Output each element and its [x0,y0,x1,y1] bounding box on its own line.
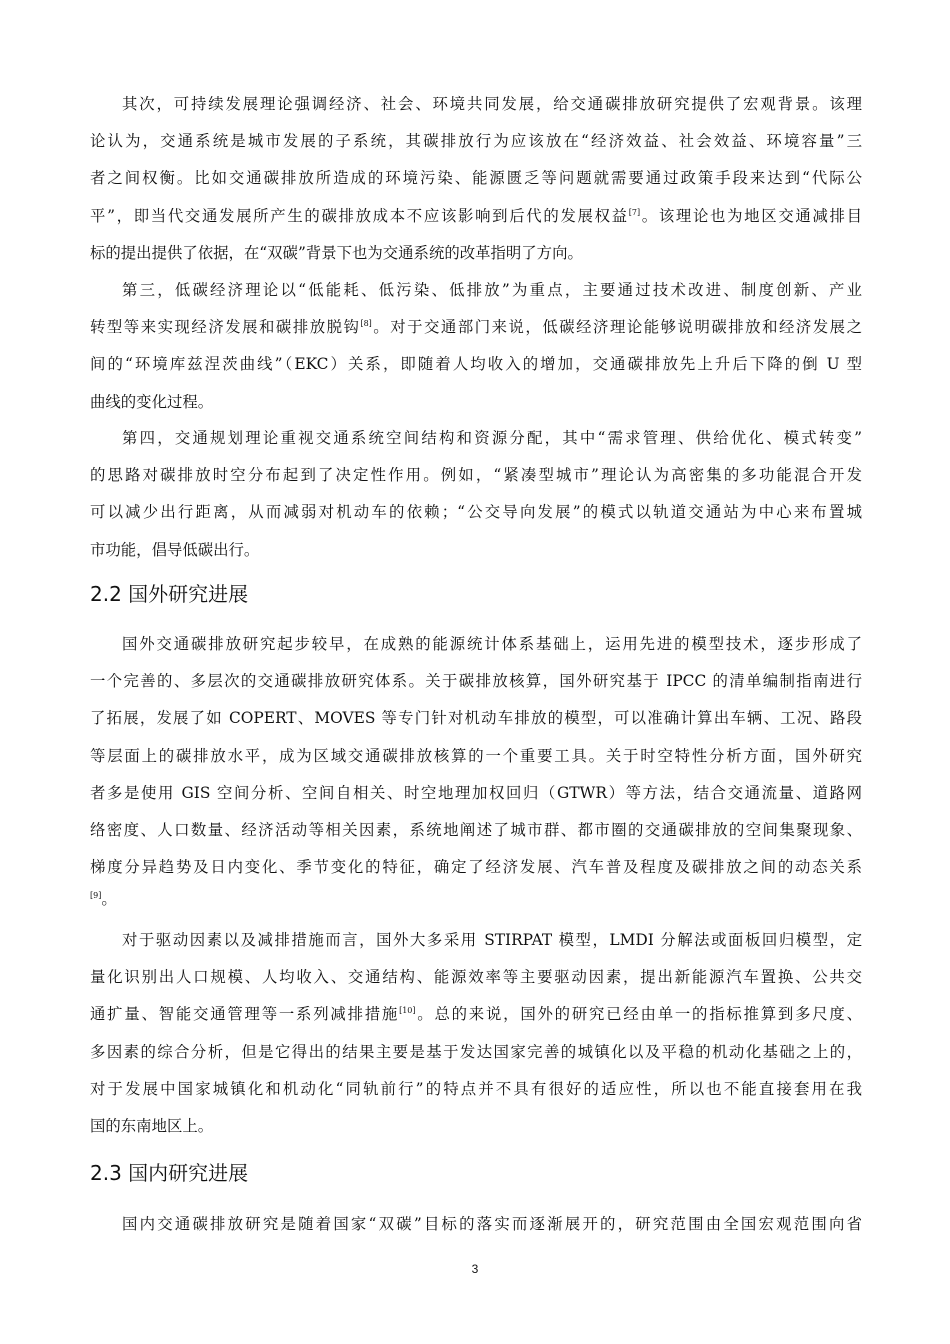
text-line: 梯度分异趋势及日内变化、季节变化的特征，确定了经济发展、汽车普及程度及碳排放之间的动态关系 [90,858,862,877]
citation-ref: [8] [360,319,372,329]
text-segment: 转型等来实现经济发展和碳排放脱钩 [90,318,361,337]
text-line: 国内交通碳排放研究是随着国家“双碳”目标的落实而逐渐展开的，研究范围由全国宏观范围向省 [122,1215,862,1233]
paragraph-drivers-and-measures [90,922,862,1145]
text-line: 了拓展，发展了如 COPERT、MOVES 等专门针对机动车排放的模型，可以准确计算出车辆、工况、路段 [90,709,862,728]
text-segment: 通扩量、智能交通管理等一系列减排措施 [90,1005,400,1024]
citation-ref: [9] [90,891,102,901]
paragraph-low-carbon-economy [90,272,862,421]
text-line [90,996,862,1033]
text-segment: 。 [101,890,117,909]
text-line: 市功能，倡导低碳出行。 [90,540,260,559]
text-line: 多因素的综合分析，但是它得出的结果主要是基于发达国家完善的城镇化以及平稳的机动化基础之上的， [90,1042,862,1061]
text-segment: 。该理论也为地区交通减排目 [640,206,862,225]
text-line: 可以减少出行距离，从而减弱对机动车的依赖；“公交导向发展”的模式以轨道交通站为中心来布置城 [90,503,862,522]
text-line: 标的提出提供了依据，在“双碳”背景下也为交通系统的改革指明了方向。 [90,243,583,262]
text-line: 第四，交通规划理论重视交通系统空间结构和资源分配，其中“需求管理、供给优化、模式转变” [122,429,862,447]
text-line: 量化识别出人口规模、人均收入、交通结构、能源效率等主要驱动因素，提出新能源汽车置换、公共交 [90,968,862,987]
text-line: 国的东南地区上。 [90,1116,214,1135]
text-line: 国外交通碳排放研究起步较早，在成熟的能源统计体系基础上，运用先进的模型技术，逐步形成了 [122,635,862,653]
text-line: 对于发展中国家城镇化和机动化“同轨前行”的特点并不具有很好的适应性，所以也不能直接套用在我 [90,1079,862,1098]
text-line [90,309,862,346]
text-line: 的思路对碳排放时空分布起到了决定性作用。例如，“紧凑型城市”理论认为高密集的多功能混合开发 [90,466,862,485]
citation-ref: [7] [628,207,641,217]
paragraph-sustainable-development [90,86,862,272]
text-segment: 。对于交通部门来说，低碳经济理论能够说明碳排放和经济发展之 [371,318,862,337]
page-number: 3 [471,1262,479,1276]
text-line: 论认为，交通系统是城市发展的子系统，其碳排放行为应该放在“经济效益、社会效益、环境容量”三 [90,132,862,151]
text-line: 等层面上的碳排放水平，成为区域交通碳排放核算的一个重要工具。关于时空特性分析方面，国外研究 [90,746,862,765]
text-line: 一个完善的、多层次的交通碳排放研究体系。关于碳排放核算，国外研究基于 IPCC 的清单编制指南进行 [90,672,862,691]
text-line: 对于驱动因素以及减排措施而言，国外大多采用 STIRPAT 模型，LMDI 分解法或面板回归模型，定 [122,931,862,949]
text-line: 者之间权衡。比如交通碳排放所造成的环境污染、能源匮乏等问题就需要通过政策手段来达到“代际公 [90,169,862,188]
text-line: 曲线的变化过程。 [90,392,214,411]
text-line: 其次，可持续发展理论强调经济、社会、环境共同发展，给交通碳排放研究提供了宏观背景。该理 [122,95,862,113]
text-line [90,886,862,912]
section-heading-2-2: 2.2 国外研究进展 [90,582,249,606]
text-line [90,198,862,235]
text-segment: 平”，即当代交通发展所产生的碳排放成本不应该影响到后代的发展权益 [90,206,629,225]
citation-ref: [10] [399,1006,416,1016]
paragraph-foreign-research [90,626,862,912]
text-line: 者多是使用 GIS 空间分析、空间自相关、时空地理加权回归（GTWR）等方法，结合交通流量、道路网 [90,783,862,802]
section-heading-2-3: 2.3 国内研究进展 [90,1161,249,1185]
text-line: 第三，低碳经济理论以“低能耗、低污染、低排放”为重点，主要通过技术改进、制度创新、产业 [122,281,862,299]
paragraph-domestic-research [90,1206,862,1243]
text-segment: 。总的来说，国外的研究已经由单一的指标推算到多尺度、 [415,1005,862,1024]
text-line: 间的“环境库兹涅茨曲线”（EKC）关系，即随着人均收入的增加，交通碳排放先上升后下降的倒 U 型 [90,355,862,374]
text-line: 络密度、人口数量、经济活动等相关因素，系统地阐述了城市群、都市圈的交通碳排放的空间集聚现象、 [90,820,862,839]
paragraph-transport-planning [90,420,862,569]
